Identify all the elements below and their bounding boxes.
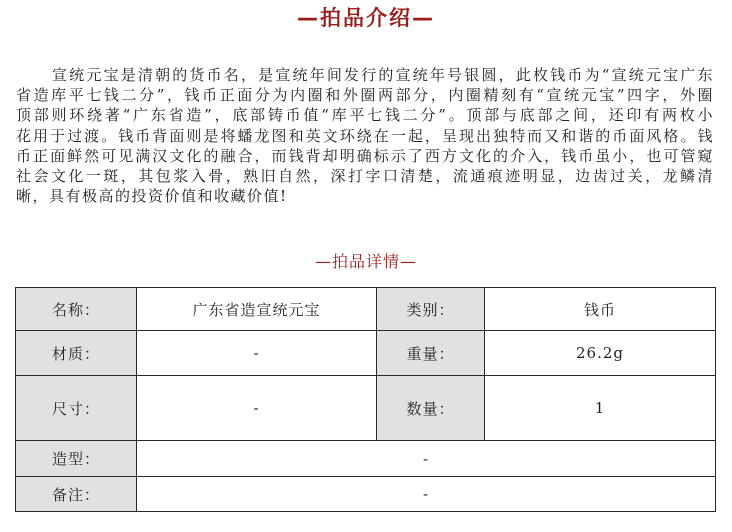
table-row [16, 441, 716, 477]
shape-label: 造型： [16, 441, 137, 477]
table-row [16, 477, 716, 512]
intro-paragraph-line: 省造库平七钱二分”，钱币正面分为内圈和外圈两部分，内圈精刻有“宣统元宝”四字，外圈 [16, 86, 714, 105]
details-table [15, 287, 716, 512]
name-label: 名称： [16, 288, 137, 331]
shape-value: - [137, 441, 716, 477]
table-row [16, 288, 716, 331]
name-value: 广东省造宣统元宝 [137, 288, 377, 331]
intro-title: —拍品介绍— [297, 6, 435, 30]
table-row [16, 376, 716, 441]
details-table-body [16, 288, 716, 512]
weight-label: 重量： [377, 331, 485, 376]
table-row [16, 331, 716, 376]
intro-paragraph-line: 宣统元宝是清朝的货币名，是宣统年间发行的宣统年号银圆，此枚钱币为“宣统元宝广东 [52, 66, 714, 84]
size-value: - [137, 376, 377, 441]
intro-paragraph [16, 65, 714, 206]
quantity-label: 数量： [377, 376, 485, 441]
intro-paragraph-line: 花用于过渡。钱币背面则是将蟠龙图和英文环绕在一起，呈现出独特而又和谐的币面风格。钱 [16, 126, 714, 145]
quantity-value: 1 [485, 376, 716, 441]
remarks-label: 备注： [16, 477, 137, 512]
intro-paragraph-line: 社会文化一斑，其包浆入骨，熟旧自然，深打字口清楚，流通痕迹明显，边齿过关，龙鳞清 [16, 167, 714, 186]
category-value: 钱币 [485, 288, 716, 331]
size-label: 尺寸： [16, 376, 137, 441]
intro-paragraph-line: 顶部则环绕著“广东省造”，底部铸币值“库平七钱二分”。顶部与底部之间，还印有两枚小 [16, 106, 714, 125]
weight-value: 26.2g [485, 331, 716, 376]
intro-paragraph-line: 晰，具有极高的投资价值和收藏价值! [16, 187, 288, 206]
remarks-value: - [137, 477, 716, 512]
material-label: 材质： [16, 331, 137, 376]
category-label: 类别： [377, 288, 485, 331]
material-value: - [137, 331, 377, 376]
details-title: —拍品详情— [314, 252, 417, 271]
intro-paragraph-line: 币正面鲜然可见满汉文化的融合，而钱背却明确标示了西方文化的介入，钱币虽小，也可管窥 [16, 146, 714, 165]
